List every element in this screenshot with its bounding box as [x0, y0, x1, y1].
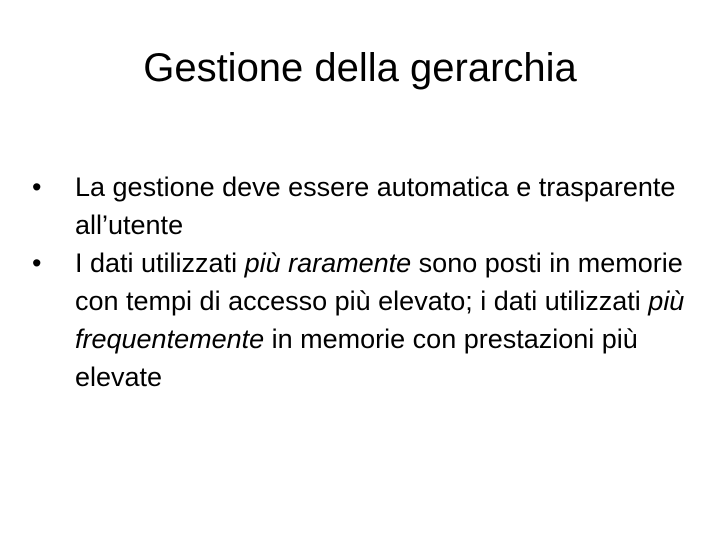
- bullet-text-emphasis: più raramente: [244, 248, 412, 278]
- bullet-list: [0, 168, 720, 396]
- bullet-text-segment: sono posti in memorie con tempi di accesso più elevato; i dati utilizzati: [75, 248, 683, 316]
- bullet-text-segment: I dati utilizzati: [75, 248, 245, 278]
- bullet-item-automatic-management: [0, 168, 720, 244]
- bullet-item-data-placement: [0, 244, 720, 396]
- bullet-text-segment: in memorie con prestazioni più elevate: [75, 324, 638, 392]
- bullet-text-emphasis: più frequentemente: [75, 286, 685, 354]
- bullet-text-segment: La gestione deve essere automatica e trasparente all’utente: [75, 172, 676, 240]
- bullet-icon: •: [32, 248, 42, 278]
- slide-title: Gestione della gerarchia: [143, 46, 577, 90]
- bullet-icon: •: [32, 172, 42, 202]
